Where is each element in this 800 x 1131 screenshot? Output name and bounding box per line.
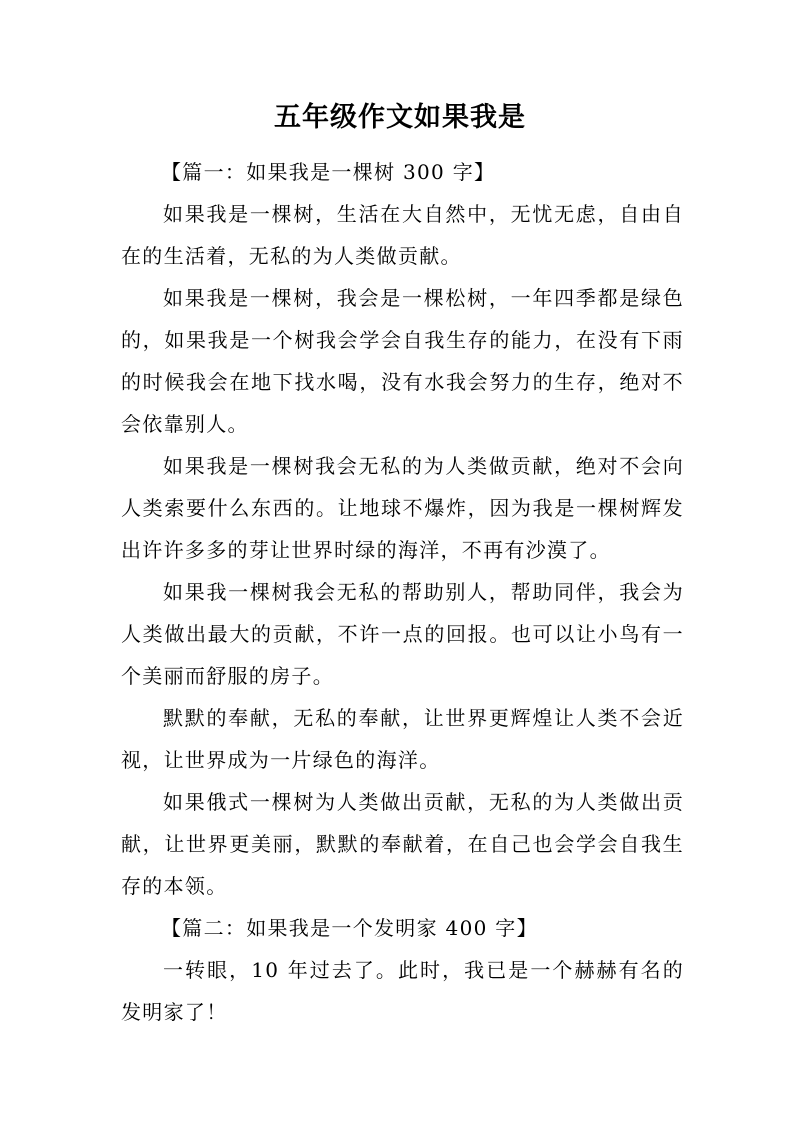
document-title: 五年级作文如果我是 (274, 102, 526, 133)
paragraph: 如果我是一棵树，生活在大自然中，无忧无虑，自由自在的生活着，无私的为人类做贡献。 (121, 202, 684, 268)
paragraph: 如果我是一棵树，我会是一棵松树，一年四季都是绿色的，如果我是一个树我会学会自我生存的能力，在没有下雨的时候我会在地下找水喝，没有水我会努力的生存，绝对不会依靠别人。 (121, 286, 684, 436)
section-heading-2: 【篇二：如果我是一个发明家 400 字】 (161, 916, 538, 940)
paragraph: 如果我一棵树我会无私的帮助别人，帮助同伴，我会为人类做出最大的贡献，不许一点的回报。也可以让小鸟有一个美丽而舒服的房子。 (121, 580, 684, 688)
paragraph: 默默的奉献，无私的奉献，让世界更辉煌让人类不会近视，让世界成为一片绿色的海洋。 (121, 706, 684, 772)
paragraph: 如果俄式一棵树为人类做出贡献，无私的为人类做出贡献，让世界更美丽，默默的奉献着，在自己也会学会自我生存的本领。 (121, 790, 684, 898)
section-heading-1: 【篇一：如果我是一棵树 300 字】 (161, 160, 496, 184)
document-body (121, 151, 684, 1033)
paragraph: 如果我是一棵树我会无私的为人类做贡献，绝对不会向人类索要什么东西的。让地球不爆炸，因为我是一棵树辉发出许许多多的芽让世界时绿的海洋，不再有沙漠了。 (121, 454, 684, 562)
paragraph: 一转眼，10 年过去了。此时，我已是一个赫赫有名的发明家了！ (121, 958, 684, 1024)
